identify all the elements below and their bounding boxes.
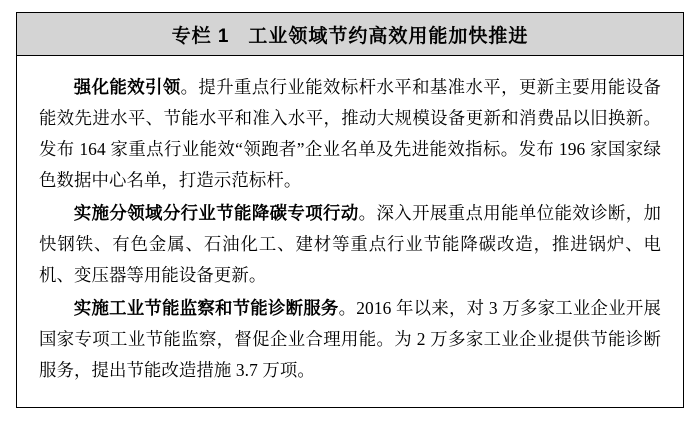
feature-box-body	[17, 56, 683, 386]
paragraph-lead: 强化能效引领	[73, 77, 181, 97]
paragraph-lead: 实施工业节能监察和节能诊断服务	[73, 298, 339, 318]
paragraph-text: 。提升重点行业能效标杆水平和基准水平，更新主要用能设备能效先进水平、节能水平和准入水平，推动大规模设备更新和消费品以旧换新。发布 164 家重点行业能效“领跑者”企业名单及先进能效指标。发布 196 家国家绿色数据中心名单，打造示范标杆。	[39, 77, 661, 190]
feature-box	[16, 12, 684, 408]
paragraph	[39, 198, 661, 291]
paragraph-text: 。2016 年以来，对 3 万多家工业企业开展国家专项工业节能监察，督促企业合理用能。为 2 万多家工业企业提供节能诊断服务，提出节能改造措施 3.7 万项。	[39, 298, 661, 380]
paragraph-text: 。深入开展重点用能单位能效诊断，加快钢铁、有色金属、石油化工、建材等重点行业节能降碳改造，推进锅炉、电机、变压器等用能设备更新。	[39, 203, 661, 285]
feature-box-header	[17, 13, 683, 56]
paragraph	[39, 72, 661, 196]
paragraph	[39, 293, 661, 386]
paragraph-lead: 实施分领域分行业节能降碳专项行动	[73, 203, 359, 223]
page-title: 专栏 1 工业领域节约高效用能加快推进	[171, 25, 529, 47]
